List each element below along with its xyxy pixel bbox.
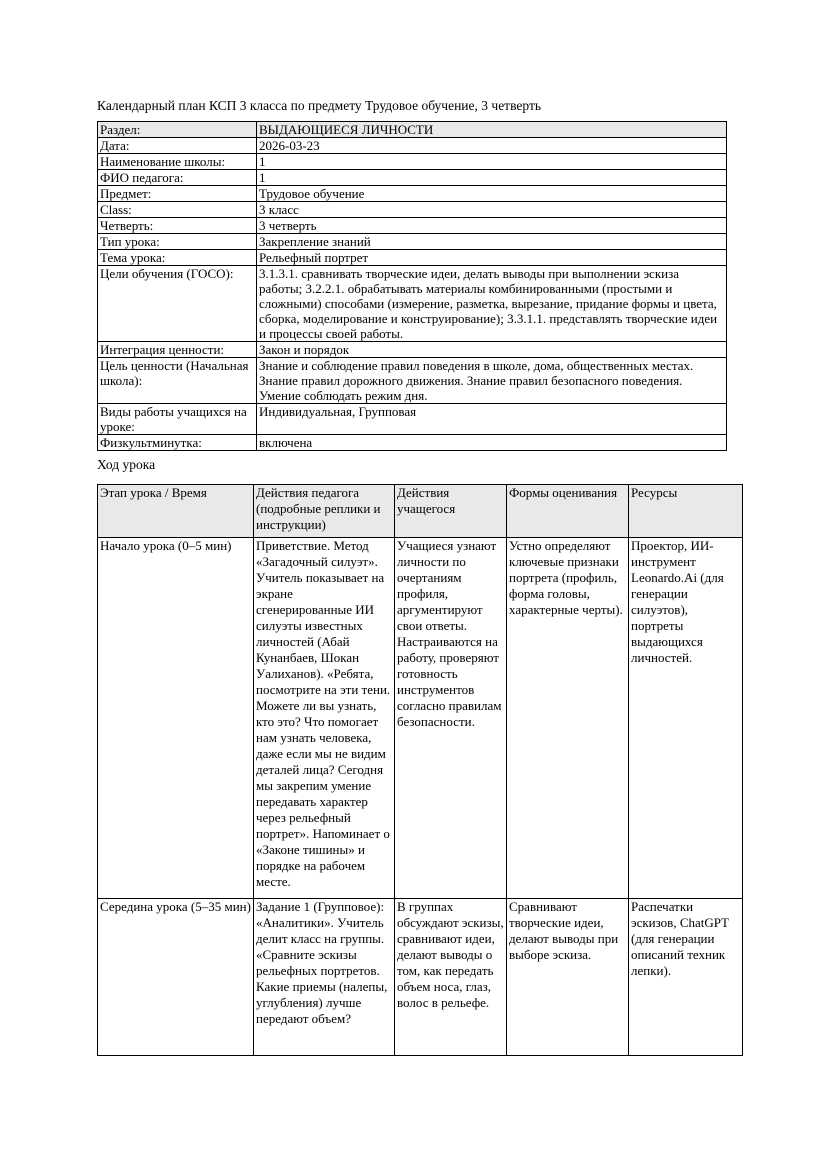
table-row <box>98 538 743 899</box>
resources-cell: Проектор, ИИ-инструмент Leonardo.Ai (для генерации силуэтов), портреты выдающихся личностей. <box>629 538 743 899</box>
table-row <box>98 404 727 435</box>
info-row-value: 1 <box>257 170 727 186</box>
info-row-label: Четверть: <box>98 218 257 234</box>
resources-cell: Распечатки эскизов, ChatGPT (для генерации описаний техник лепки). <box>629 899 743 1056</box>
table-row <box>98 342 727 358</box>
info-row-value: ВЫДАЮЩИЕСЯ ЛИЧНОСТИ <box>257 122 727 138</box>
table-row <box>98 138 727 154</box>
info-row-label: Раздел: <box>98 122 257 138</box>
info-row-label: Физкультминутка: <box>98 435 257 451</box>
info-row-label: Тип урока: <box>98 234 257 250</box>
section-heading: Ход урока <box>97 457 156 472</box>
teacher-actions-cell: Задание 1 (Групповое): «Аналитики». Учитель делит класс на группы. «Сравните эскизы рельефных портретов. Какие приемы (налепы, углубления) лучше передают объем? <box>254 899 395 1056</box>
column-header-teacher-actions: Действия педагога (подробные реплики и инструкции) <box>254 485 395 538</box>
table-row <box>98 435 727 451</box>
teacher-actions-cell: Приветствие. Метод «Загадочный силуэт». Учитель показывает на экране сгенерированные ИИ силуэты известных личностей (Абай Кунанбаев, Шокан Уалиханов). «Ребята, посмотрите на эти тени. Можете ли вы узнать, кто это? Что помогает нам узнать человека, даже если мы не видим деталей лица? Сегодня мы закрепим умение передавать характер через рельефный портрет». Напоминает о «Законе тишины» и порядке на рабочем месте. <box>254 538 395 899</box>
table-row <box>98 154 727 170</box>
column-header-student-actions: Действия учащегося <box>395 485 507 538</box>
table-row <box>98 266 727 342</box>
table-row <box>98 358 727 404</box>
assessment-cell: Сравнивают творческие идеи, делают выводы при выборе эскиза. <box>507 899 629 1056</box>
info-row-value: Закон и порядок <box>257 342 727 358</box>
info-row-value: 3 четверть <box>257 218 727 234</box>
table-row <box>98 202 727 218</box>
table-row <box>98 170 727 186</box>
table-row <box>98 122 727 138</box>
info-row-label: ФИО педагога: <box>98 170 257 186</box>
info-row-label: Цели обучения (ГОСО): <box>98 266 257 342</box>
lesson-info-table <box>97 121 727 451</box>
table-row <box>98 250 727 266</box>
table-row <box>98 234 727 250</box>
info-row-value: 2026-03-23 <box>257 138 727 154</box>
info-row-value: 1 <box>257 154 727 170</box>
info-row-label: Цель ценности (Начальная школа): <box>98 358 257 404</box>
info-row-value: 3 класс <box>257 202 727 218</box>
info-row-label: Интеграция ценности: <box>98 342 257 358</box>
info-row-value: Знание и соблюдение правил поведения в школе, дома, общественных местах. Знание правил дорожного движения. Знание правил безопасного поведения. Умение соблюдать режим дня. <box>257 358 727 404</box>
info-row-label: Тема урока: <box>98 250 257 266</box>
info-row-label: Class: <box>98 202 257 218</box>
info-row-label: Виды работы учащихся на уроке: <box>98 404 257 435</box>
table-row <box>98 186 727 202</box>
info-row-value: Трудовое обучение <box>257 186 727 202</box>
page-title: Календарный план КСП 3 класса по предмету Трудовое обучение, 3 четверть <box>97 98 541 113</box>
student-actions-cell: В группах обсуждают эскизы, сравнивают идеи, делают выводы о том, как передать объем носа, глаз, волос в рельефе. <box>395 899 507 1056</box>
stage-cell: Середина урока (5–35 мин) <box>98 899 254 1056</box>
table-header-row <box>98 485 743 538</box>
student-actions-cell: Учащиеся узнают личности по очертаниям профиля, аргументируют свои ответы. Настраиваются на работу, проверяют готовность инструментов согласно правилам безопасности. <box>395 538 507 899</box>
assessment-cell: Устно определяют ключевые признаки портрета (профиль, форма головы, характерные черты). <box>507 538 629 899</box>
table-row <box>98 218 727 234</box>
info-row-value: Индивидуальная, Групповая <box>257 404 727 435</box>
info-row-label: Дата: <box>98 138 257 154</box>
info-row-value: включена <box>257 435 727 451</box>
lesson-plan-table <box>97 484 743 1056</box>
column-header-assessment: Формы оценивания <box>507 485 629 538</box>
info-row-value: Рельефный портрет <box>257 250 727 266</box>
stage-cell: Начало урока (0–5 мин) <box>98 538 254 899</box>
column-header-resources: Ресурсы <box>629 485 743 538</box>
info-row-value: Закрепление знаний <box>257 234 727 250</box>
column-header-stage: Этап урока / Время <box>98 485 254 538</box>
info-row-label: Наименование школы: <box>98 154 257 170</box>
table-row <box>98 899 743 1056</box>
info-row-value: 3.1.3.1. сравнивать творческие идеи, делать выводы при выполнении эскиза работы; 3.2.2.1. обрабатывать материалы комбинированными (простыми и сложными) способами (измерение, разметка, вырезание, придание формы и цвета, сборка, моделирование и конструирование); 3.3.1.1. представлять творческие идеи и процессы своей работы. <box>257 266 727 342</box>
info-row-label: Предмет: <box>98 186 257 202</box>
